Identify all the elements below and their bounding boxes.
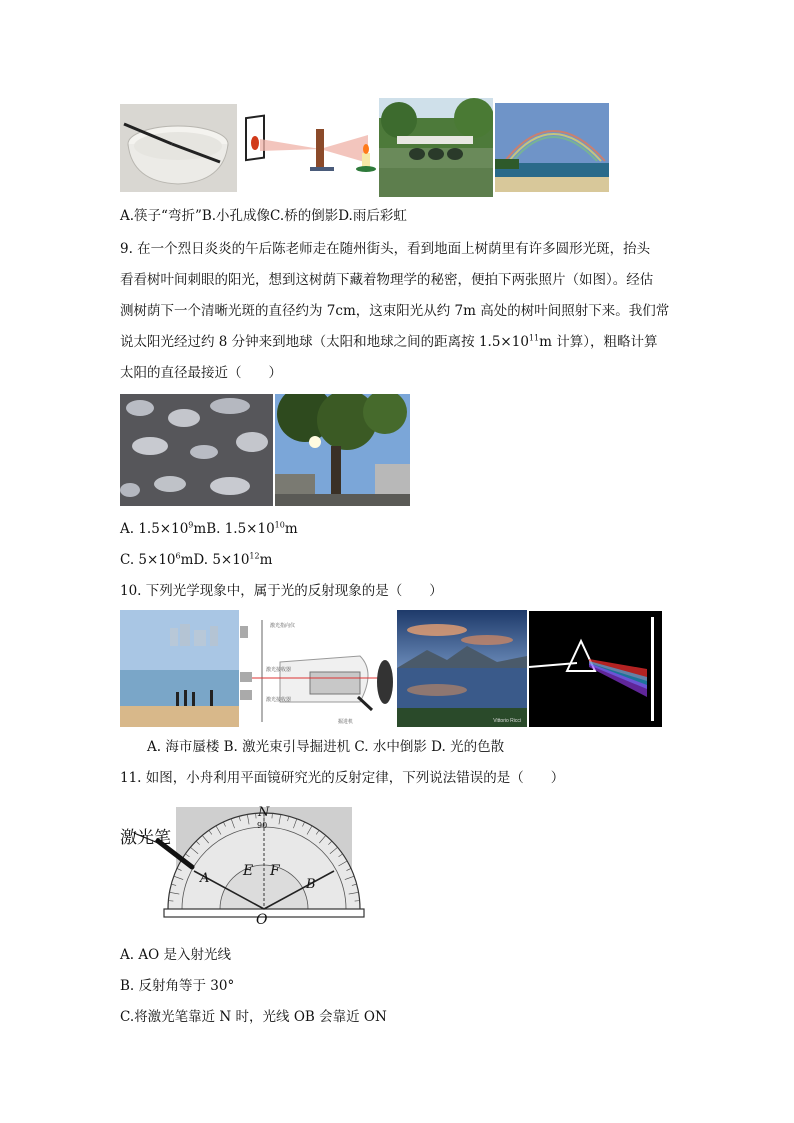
q9-option-d-unit: m [259,552,273,568]
device-label-laser-pointer: 激光指向仪 [270,623,296,629]
label-o: O [256,912,268,928]
q9-option-a-exp: 9 [188,520,194,530]
q9-option-c-text: C. 5×10 [120,552,176,568]
photo-caption: Vittorio Ricci [493,718,521,724]
q10-stem: 10. 下列光学现象中，属于光的反射现象的是（ ） [120,583,443,599]
pinhole-camera-diagram [240,113,380,175]
q9-options-cd [120,551,272,569]
q9-option-c-exp: 6 [175,551,181,561]
mirage-photo [120,610,239,727]
q9-option-d-exp: 12 [249,551,260,561]
device-label-receiver-1: 激光接收器 [266,667,292,673]
tree-sunlight-photo [275,394,410,506]
q9-stem-line-3: 测树荫下一个清晰光斑的直径约为 7cm，这束阳光从约 7m 高处的树叶间照射下来。我们常 [120,303,670,319]
q9-option-b-text: mB. 1.5×10 [193,521,275,537]
q9-option-a-text: A. 1.5×10 [120,521,189,537]
q9-stem-line-4 [120,333,657,351]
rainbow-photo [495,103,609,192]
q11-option-b: B. 反射角等于 30° [120,978,235,994]
bowl-chopsticks-photo [120,104,237,192]
label-f: F [270,863,280,879]
bridge-reflection-photo [379,98,493,197]
q9-options-ab [120,520,298,538]
label-n: N [258,805,270,820]
q9-line4-pre: 说太阳光经过约 8 分钟来到地球（太阳和地球之间的距离按 1.5×10 [120,334,529,350]
label-b: B [306,877,316,892]
q10-options: A. 海市蜃楼 B. 激光束引导掘进机 C. 水中倒影 D. 光的色散 [147,739,505,755]
device-label-receiver-2: 激光接收器 [266,697,292,703]
q11-stem: 11. 如图，小舟利用平面镜研究光的反射定律，下列说法错误的是（ ） [120,770,565,786]
q9-line4-post: m 计算），粗略计算 [539,334,658,350]
q9-stem-line-5: 太阳的直径最接近（ ） [120,365,282,381]
protractor-reflection-figure [120,805,375,930]
water-reflection-photo [397,610,527,727]
laser-tunnel-machine-diagram [240,612,395,727]
q9-option-b-unit: m [284,521,298,537]
laser-pen-label: 激光笔 [120,828,171,848]
q9-line4-exponent: 11 [528,333,540,343]
prism-dispersion-image [529,611,662,727]
label-90-degrees: 90 [257,821,268,830]
tree-shadow-spots-photo [120,394,273,506]
q9-option-b-exp: 10 [274,520,285,530]
label-a: A [200,871,210,886]
device-label-tunneler: 掘进机 [338,719,354,725]
q11-option-c: C.将激光笔靠近 N 时，光线 OB 会靠近 ON [120,1009,387,1025]
q9-stem-line-2: 看看树叶间刺眼的阳光，想到这树荫下藏着物理学的秘密，便拍下两张照片（如图）。经估 [120,272,654,288]
q9-stem-line-1: 9. 在一个烈日炎炎的午后陈老师走在随州街头，看到地面上树荫里有许多圆形光斑，抬头 [120,241,651,257]
q11-option-a: A. AO 是入射光线 [120,947,231,963]
q9-option-d-text: mD. 5×10 [180,552,250,568]
q8-options: A.筷子“弯折”B.小孔成像C.桥的倒影D.雨后彩虹 [120,208,407,224]
label-e: E [243,863,254,879]
